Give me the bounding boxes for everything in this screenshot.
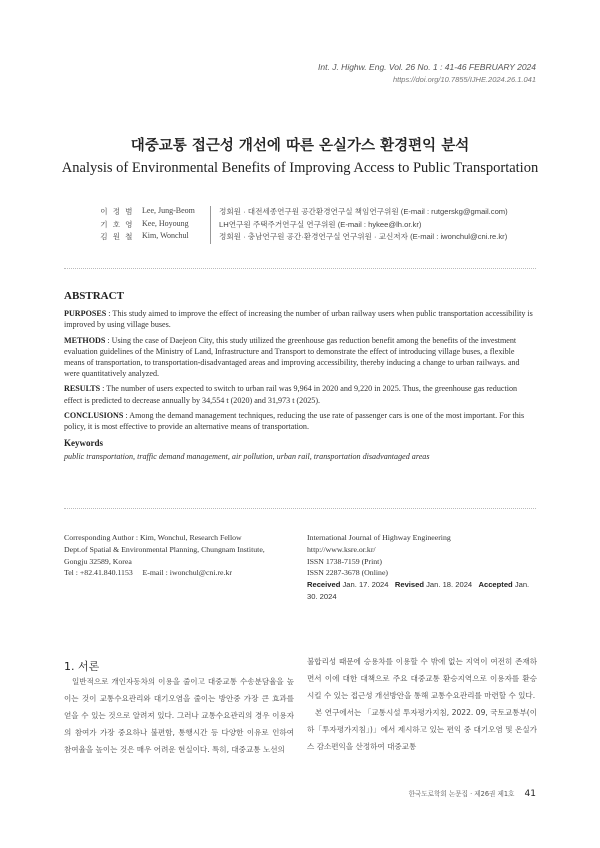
abstract-conclusions [64,410,536,432]
author-name-en: Kee, Hoyoung [142,218,189,228]
journal-citation: Int. J. Highw. Eng. Vol. 26 No. 1 : 41-46 FEBRUARY 2024 [318,62,536,72]
abstract-heading: ABSTRACT [64,290,124,302]
results-text: : The number of users expected to switch to urban rail was 9,964 in 2020 and 9,220 in 2025. Thus, the greenhouse gas reduction effect is predicted to decrease annually by 34,554 t (2020) and 31,973 t (2025). [64,384,518,405]
author-list [90,206,508,244]
dotted-divider-bottom [64,508,536,509]
body-paragraph: 불합리성 때문에 승용차를 이용할 수 밖에 없는 지역이 여전히 존재하면서 이에 대한 대책으로 주요 대중교통 환승지역으로 이용자를 환승시킬 수 있는 접근성 개선방안을 통해 교통수요관리를 마련할 수 있다. [307,657,537,700]
body-column-left [64,674,294,759]
author-row [90,206,508,219]
abstract-purposes [64,308,536,330]
abstract-results [64,383,536,405]
title-korean: 대중교통 접근성 개선에 따른 온실가스 환경편익 분석 [130,138,470,154]
results-label: RESULTS [64,384,101,394]
conclusions-label: CONCLUSIONS [64,410,124,420]
conclusions-text: : Among the demand management techniques, reducing the use rate of passenger cars is one of the most important. For this policy, it is most effective to provide an alternative means of transportation. [64,410,525,432]
author-name-ko: 김 원 철 [100,232,134,242]
correspondence-line: Gongju 32589, Korea [64,556,132,566]
issn-print: ISSN 1738-7159 (Print) [307,556,382,566]
page-footer [409,788,536,799]
doi-link[interactable]: https://doi.org/10.7855/IJHE.2024.26.1.041 [392,75,536,84]
purposes-label: PURPOSES [64,309,107,319]
author-name-ko: 기 호 영 [100,219,134,229]
revised-date: Jan. 18. 2024 [426,580,473,590]
keywords-heading: Keywords [64,438,103,449]
accepted-date: Jan. 30. 2024 [307,580,530,601]
journal-url[interactable]: http://www.ksre.or.kr/ [307,544,376,554]
revised-label: Revised [394,580,424,590]
page-number: 41 [524,789,536,799]
body-paragraph: 본 연구에서는 「교통시설 투자평가지침, 2022. 09, 국토교통부(이하「투자평가지침」)」에서 제시하고 있는 편익 중 대기오염 및 온실가스 감소편익을 산정하여 대중교통 [307,707,537,751]
author-divider [210,231,211,244]
body-paragraph: 일반적으로 개인자동차의 이용을 줄이고 대중교통 수송분담율을 높이는 것이 교통수요관리와 대기오염을 줄이는 방안중 가장 큰 효과를 얻을 수 있는 것으로 알려져 있다. 그러나 교통수요관리의 경우 이용자의 참여가 가장 중요하나 불편함, 통행시간 등 다양한 이유로 인하여 참여율을 높이는 것은 매우 어려운 현실이다. 특히, 대중교통 노선의 [64,677,294,754]
author-name-en: Lee, Jung-Beom [142,206,195,215]
abstract-methods [64,335,536,380]
author-divider [210,206,211,219]
journal-info-block [307,532,537,603]
received-label: Received [307,580,341,590]
methods-text: : Using the case of Daejeon City, this study utilized the greenhouse gas reduction benefit among the benefits of the investment evaluation guidelines of the Ministry of Land, Infrastructure and Transport to demonstrate the effect of introducing village buses, a flexible means of transportation, to transportation-disadvantaged areas and improving accessibility, thereby inducing a change to urban railways. and were quantitatively analyzed. [64,335,520,379]
body-column-right [307,654,537,755]
journal-name: International Journal of Highway Engineering [307,533,451,542]
correspondence-line: Dept.of Spatial & Environmental Planning, Chungnam Institute, [64,544,265,554]
correspondence-line: Tel : +82.41.840.1153 E-mail : iwonchul@cni.re.kr [64,568,232,578]
received-date: Jan. 17. 2024 [342,580,389,590]
correspondence-block [64,532,294,579]
author-affiliation: 정회원 · 충남연구원 공간·환경연구실 연구위원 · 교신저자 (E-mail : iwonchul@cni.re.kr) [219,232,508,242]
accepted-label: Accepted [478,580,513,590]
issn-online: ISSN 2287-3678 (Online) [307,568,388,578]
author-name-en: Kim, Wonchul [142,231,189,241]
correspondence-line: Corresponding Author : Kim, Wonchul, Research Fellow [64,533,242,542]
section-heading-introduction: 1. 서론 [64,660,100,673]
dotted-divider-top [64,268,536,269]
abstract-section [64,291,536,463]
author-affiliation: 정회원 · 대전세종연구원 공간환경연구실 책임연구위원 (E-mail : rutgerskg@gmail.com) [219,207,508,216]
footer-journal: 한국도로학회 논문집 · 제26권 제1호 [408,790,515,798]
author-row [90,219,508,232]
title-english: Analysis of Environmental Benefits of Improving Access to Public Transportation [61,160,539,176]
purposes-text: : This study aimed to improve the effect of increasing the number of urban railway users when public transportation accessibility is improved by using village buses. [64,309,533,330]
submission-dates [307,579,537,603]
author-divider [210,219,211,232]
author-affiliation: LH연구원 주택주거연구실 연구위원 (E-mail : hykee@lh.or.kr) [219,219,422,229]
author-row [90,231,508,244]
methods-label: METHODS [64,335,106,345]
author-name-ko: 이 정 범 [100,207,134,216]
keywords-list: public transportation, traffic demand management, air pollution, urban rail, transportation disadvantaged areas [64,452,430,462]
